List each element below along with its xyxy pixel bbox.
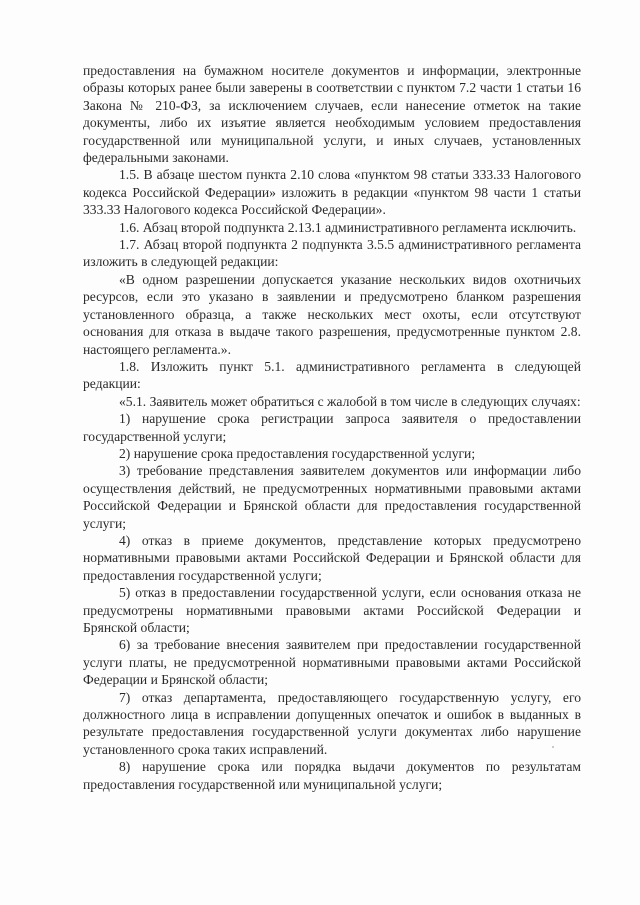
paragraph-1-7-quote: «В одном разрешении допускается указание нескольких видов охотничьих ресурсов, если это указано в заявлении и предусмотрено бланком разрешения установленного образца, а также нескольких мест охоты, если отсутствуют основания для отказа в выдаче такого разрешения, предусмотренные пунктом 2.8. настоящего регламента.».	[83, 271, 581, 357]
paragraph-1-7: 1.7. Абзац второй подпункта 2 подпункта 3.5.5 административного регламента изложить в следующей редакции:	[83, 237, 581, 270]
paragraph-5-1: «5.1. Заявитель может обратиться с жалобой в том числе в следующих случаях:	[119, 393, 581, 409]
paragraph-1-5: 1.5. В абзаце шестом пункта 2.10 слова «пунктом 98 статьи 333.33 Налогового кодекса Российской Федерации» изложить в редакции «пунктом 98 части 1 статьи 333.33 Налогового кодекса Российской Федерации».	[83, 167, 581, 218]
list-item-3: 3) требование представления заявителем документов или информации либо осуществления действий, не предусмотренных нормативными правовыми актами Российской Федерации и Брянской области для предоставления государственной услуги;	[83, 463, 581, 531]
paragraph-continuation: предоставления на бумажном носителе документов и информации, электронные образы которых ранее были заверены в соответствии с пунктом 7.2 части 1 статьи 16 Закона № 210-ФЗ, за исключением случаев, если нанесение отметок на такие документы, либо их изъятие является необходимым условием предоставления государственной или муниципальной услуги, и иных случаев, установленных федеральными законами.	[83, 63, 581, 166]
list-item-7: 7) отказ департамента, предоставляющего государственную услугу, его должностного лица в исправлении допущенных опечаток и ошибок в выданных в результате предоставления государственной услуги документах либо нарушение установленного срока таких исправлений.	[83, 689, 581, 757]
list-item-6: 6) за требование внесения заявителем при предоставлении государственной услуги платы, не предусмотренной нормативными правовыми актами Российской Федерации и Брянской области;	[83, 637, 581, 688]
paragraph-1-8: 1.8. Изложить пункт 5.1. административного регламента в следующей редакции:	[83, 358, 581, 392]
list-item-8: 8) нарушение срока или порядка выдачи документов по результатам предоставления государственной или муниципальной услуги;	[83, 759, 581, 792]
list-item-2: 2) нарушение срока предоставления государственной услуги;	[119, 445, 476, 461]
document-body	[83, 62, 581, 793]
list-item-5: 5) отказ в предоставлении государственной услуги, если основания отказа не предусмотрены нормативными правовыми актами Российской Федерации и Брянской области;	[83, 585, 581, 635]
scan-speck	[552, 746, 554, 748]
list-item-4: 4) отказ в приеме документов, представление которых предусмотрено нормативными правовыми актами Российской Федерации и Брянской области для предоставления государственной услуги;	[83, 532, 581, 583]
list-item-1: 1) нарушение срока регистрации запроса заявителя о предоставлении государственной услуги;	[83, 411, 581, 444]
paragraph-1-6: 1.6. Абзац второй подпункта 2.13.1 административного регламента исключить.	[119, 219, 577, 235]
